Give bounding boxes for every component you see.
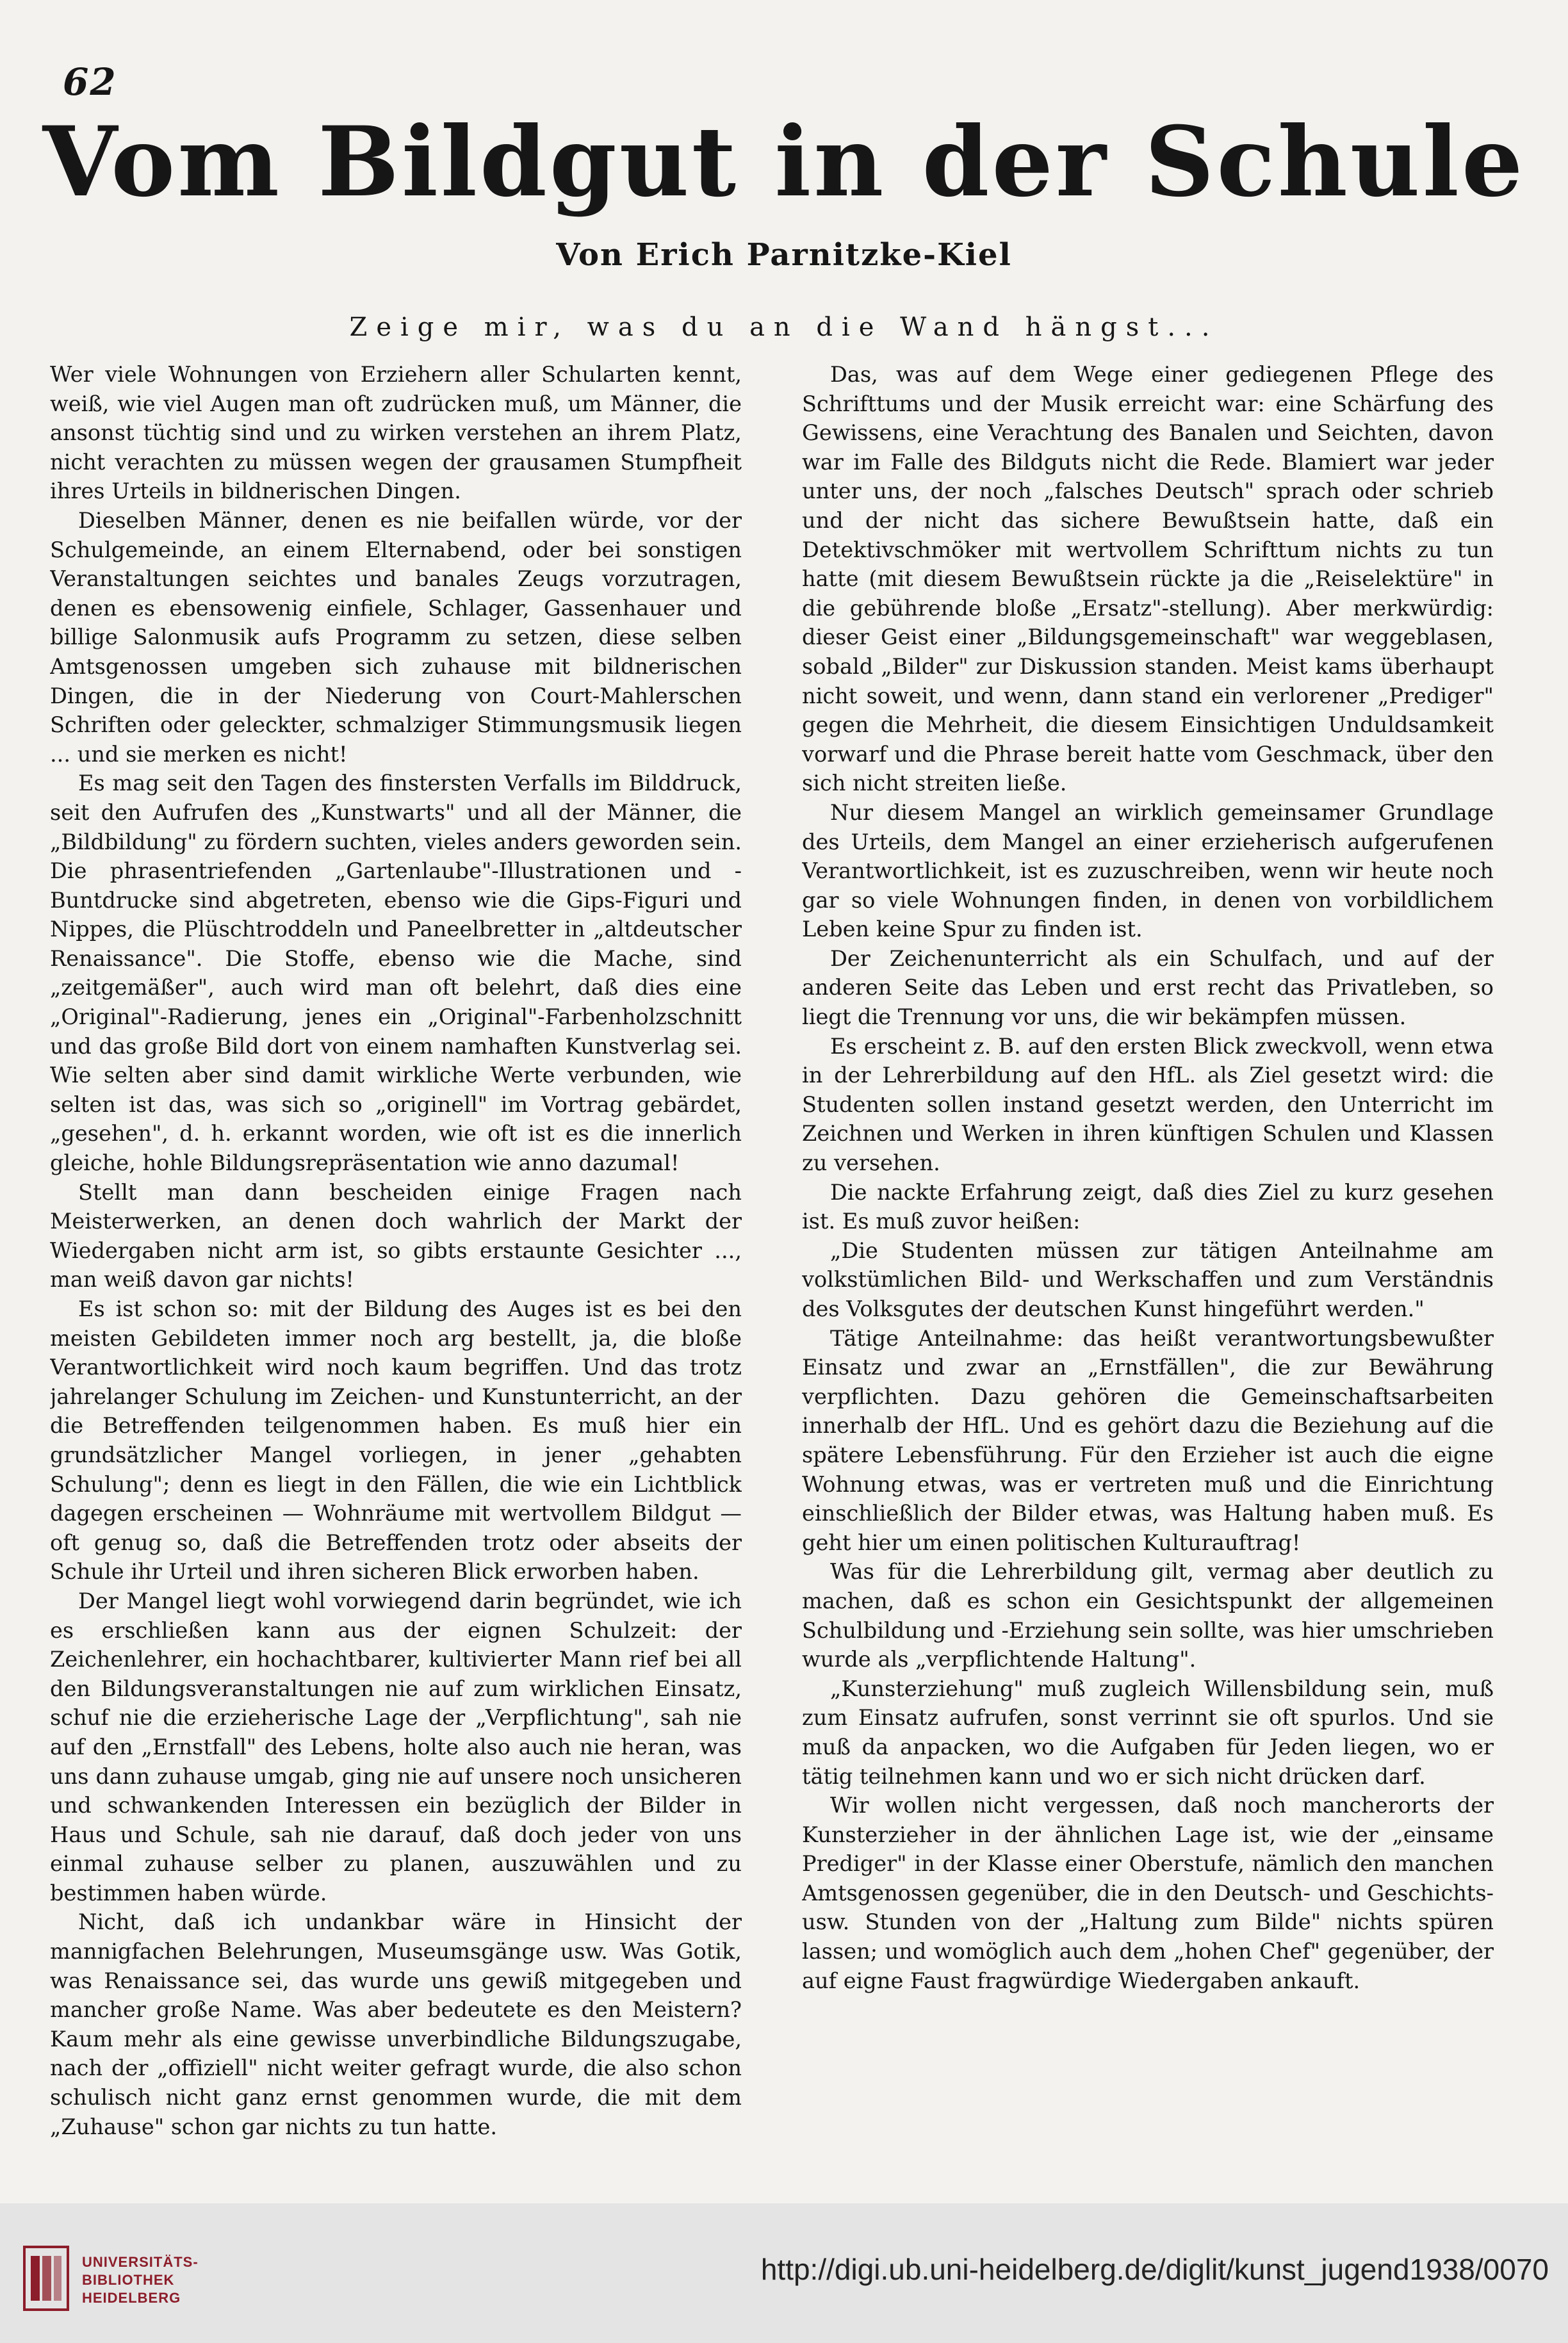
article-title: Vom Bildgut in der Schule [42,106,1526,218]
paragraph: „Kunsterziehung" muß zugleich Willensbildung sein, muß zum Einsatz aufrufen, sonst verrinnt sie oft spurlos. Und sie muß da anpacken, wo die Aufgaben für Jeden liegen, wo er tätig teilnehmen kann und wo er sich nicht drücken darf. [802,1676,1494,1789]
library-logo[interactable] [19,2243,211,2320]
paragraph: Es erscheint z. B. auf den ersten Blick zweckvoll, wenn etwa in der Lehrerbildung auf den HfL. als Ziel gesetzt wird: die Studenten sollen instand gesetzt werden, den Unterricht im Zeichnen und Werken in ihren künftigen Schulen und Klassen zu versehen. [802,1033,1494,1176]
paragraph: Nur diesem Mangel an wirklich gemeinsamer Grundlage des Urteils, dem Mangel an einer erzieherisch aufgerufenen Verantwortlichkeit, ist es zuzuschreiben, wenn wir heute noch gar so viele Wohnungen finden, in denen von vorbildlichem Leben keine Spur zu finden ist. [802,799,1494,942]
library-logo-text [82,2253,199,2307]
paragraph: Nicht, daß ich undankbar wäre in Hinsicht der mannigfachen Belehrungen, Museumsgänge usw. Was Gotik, was Renaissance sei, das wurde uns gewiß mitgegeben und mancher große Name. Was aber bedeutete es den Meistern? Kaum mehr als eine gewisse unverbindliche Bildungszugabe, nach der „offiziell" nicht weiter gefragt wurde, die also schon schulisch nicht ganz ernst genommen wurde, die mit dem „Zuhause" schon gar nichts zu tun hatte. [50,1909,742,2139]
logo-line: BIBLIOTHEK [82,2272,175,2288]
paragraph: Der Mangel liegt wohl vorwiegend darin begründet, wie ich es erschließen kann aus der eignen Schulzeit: der Zeichenlehrer, ein hochachtbarer, kultivierter Mann rief bei all den Bildungsveranstaltungen nie auf zum wirklichen Einsatz, schuf nie die erzieherische Lage der „Verpflichtung", sah nie auf den „Ernstfall" des Lebens, holte also auch nie heran, was uns dann zuhause umgab, ging nie auf unsere noch unsicheren und schwankenden Interessen ein bezüglich der Bilder in Haus und Schule, sah nie darauf, daß doch jeder von uns einmal zuhause selber zu planen, auszuwählen und zu bestimmen haben würde. [50,1588,742,1906]
paragraph: Das, was auf dem Wege einer gediegenen Pflege des Schrifttums und der Musik erreicht war: eine Schärfung des Gewissens, eine Verachtung des Banalen und Seichten, davon war im Falle des Bildguts nicht die Rede. Blamiert war jeder unter uns, der noch „falsches Deutsch" sprach oder schrieb und der nicht das sichere Bewußtsein hatte, daß ein Detektivschmöker mit wertvollem Schrifttum nichts zu tun hatte (mit diesem Bewußtsein rückte ja die „Reiselektüre" in die gebührende bloße „Ersatz"-stellung). Aber merkwürdig: dieser Geist einer „Bildungsgemeinschaft" war weggeblasen, sobald „Bilder" zur Diskussion standen. Meist kams überhaupt nicht soweit, und wenn, dann stand ein verlorener „Prediger" gegen die Mehrheit, die diesem Einsichtigen Unduldsamkeit vorwarf und die Phrase bereit hatte vom Geschmack, über den sich nicht streiten ließe. [802,362,1494,796]
paragraph: Was für die Lehrerbildung gilt, vermag aber deutlich zu machen, daß es schon ein Gesichtspunkt der allgemeinen Schulbildung und -Erziehung sein sollte, was hier umschrieben wurde als „verpflichtende Haltung". [802,1559,1494,1672]
paragraph: Es mag seit den Tagen des finstersten Verfalls im Bilddruck, seit den Aufrufen des „Kunstwarts" und all der Männer, die „Bildbildung" zu fördern suchten, vieles anders geworden sein. Die phrasentriefenden „Gartenlaube"-Illustrationen und -Buntdrucke sind abgetreten, ebenso wie die Gips-Figuri und Nippes, die Plüschtroddeln und Paneelbretter in „altdeutscher Renaissance". Die Stoffe, ebenso wie die Mache, sind „zeitgemäßer", auch wird man oft belehrt, daß dies eine „Original"-Radierung, jenes ein „Original"-Farbenholzschnitt und das große Bild dort von einem namhaften Kunstverlag sei. Wie selten aber sind damit wirkliche Werte verbunden, wie selten ist das, was sich so „originell" im Vortrag gebärdet, „gesehen", d. h. erkannt worden, wie oft ist es die innerlich gleiche, hohle Bildungsrepräsentation wie anno dazumal! [50,771,742,1176]
logo-line: HEIDELBERG [82,2290,181,2306]
paragraph: Dieselben Männer, denen es nie beifallen würde, vor der Schulgemeinde, an einem Elternabend, oder bei sonstigen Veranstaltungen seichtes und banales Zeugs vorzutragen, denen es ebensowenig einfiele, Schlager, Gassenhauer und billige Salonmusik aufs Programm zu setzen, diese selben Amtsgenossen umgeben sich zuhause mit bildnerischen Dingen, die in der Niederung von Court-Mahlerschen Schriften oder geleckter, schmalziger Stimmungsmusik liegen ... und sie merken es nicht! [50,507,742,767]
paragraph: Wer viele Wohnungen von Erziehern aller Schularten kennt, weiß, wie viel Augen man oft zudrücken muß, um Männer, die ansonst tüchtig sind und zu wirken verstehen an ihrem Platz, nicht verachten zu müssen wegen der grausamen Stumpfheit ihres Urteils in bildnerischen Dingen. [50,362,742,504]
paragraph: Die nackte Erfahrung zeigt, daß dies Ziel zu kurz gesehen ist. Es muß zuvor heißen: [802,1179,1494,1234]
page-number: 62 [63,60,117,104]
paragraph: Stellt man dann bescheiden einige Fragen nach Meisterwerken, an denen doch wahrlich der Markt der Wiedergaben nicht arm ist, so gibts erstaunte Gesichter ..., man weiß davon gar nichts! [50,1179,742,1293]
logo-line: UNIVERSITÄTS- [82,2254,199,2270]
paragraph: Tätige Anteilnahme: das heißt verantwortungsbewußter Einsatz und zwar an „Ernstfällen", die zur Bewährung verpflichten. Dazu gehören die Gemeinschaftsarbeiten innerhalb der HfL. Und es gehört dazu die Beziehung auf die spätere Lebensführung. Für den Erzieher ist auch die eigne Wohnung etwas, was er vertreten muß und die Einrichtung einschließlich der Bilder etwas, was Haltung haben muß. Es geht hier um einen politischen Kulturauftrag! [802,1325,1494,1555]
digitization-footer [0,2203,1568,2343]
paragraph: Wir wollen nicht vergessen, daß noch mancherorts der Kunsterzieher in der ähnlichen Lage ist, wie der „einsame Prediger" in der Klasse einer Oberstufe, nämlich den manchen Amtsgenossen gegenüber, die in den Deutsch- und Geschichts- usw. Stunden von der „Haltung zum Bilde" nichts spüren lassen; und womöglich auch dem „hohen Chef" gegenüber, der auf eigne Faust fragwürdige Wiedergaben ankauft. [802,1793,1494,1993]
article-motto: Zeige mir, was du an die Wand hängst... [349,313,1219,342]
paragraph: Es ist schon so: mit der Bildung des Auges ist es bei den meisten Gebildeten immer noch arg bestellt, ja, die bloße Verantwortlichkeit wird noch kaum begriffen. Und das trotz jahrelanger Schulung im Zeichen- und Kunstunterricht, an der die Betreffenden teilgenommen haben. Es muß hier ein grundsätzlicher Mangel vorliegen, in jener „gehabten Schulung"; denn es liegt in den Fällen, die wie ein Lichtblick dagegen erscheinen — Wohnräume mit wertvollem Bildgut — oft genug so, daß die Betreffenden trotz oder abseits der Schule ihr Urteil und ihren sicheren Blick erworben haben. [50,1296,742,1585]
right-text-column [802,360,1494,2153]
paragraph: Der Zeichenunterricht als ein Schulfach, und auf der anderen Seite das Leben und erst recht das Privatleben, so liegt die Trennung vor uns, die wir bekämpfen müssen. [802,945,1494,1030]
article-author: Von Erich Parnitzke-Kiel [556,237,1012,273]
left-text-column [50,360,742,2153]
permalink-url[interactable]: http://digi.ub.uni-heidelberg.de/diglit/kunst_jugend1938/0070 [760,2253,1549,2286]
paragraph: „Die Studenten müssen zur tätigen Anteilnahme am volkstümlichen Bild- und Werkschaffen und zum Verständnis des Volksgutes der deutschen Kunst hingeführt werden." [802,1237,1494,1321]
library-logo-icon [19,2243,73,2314]
